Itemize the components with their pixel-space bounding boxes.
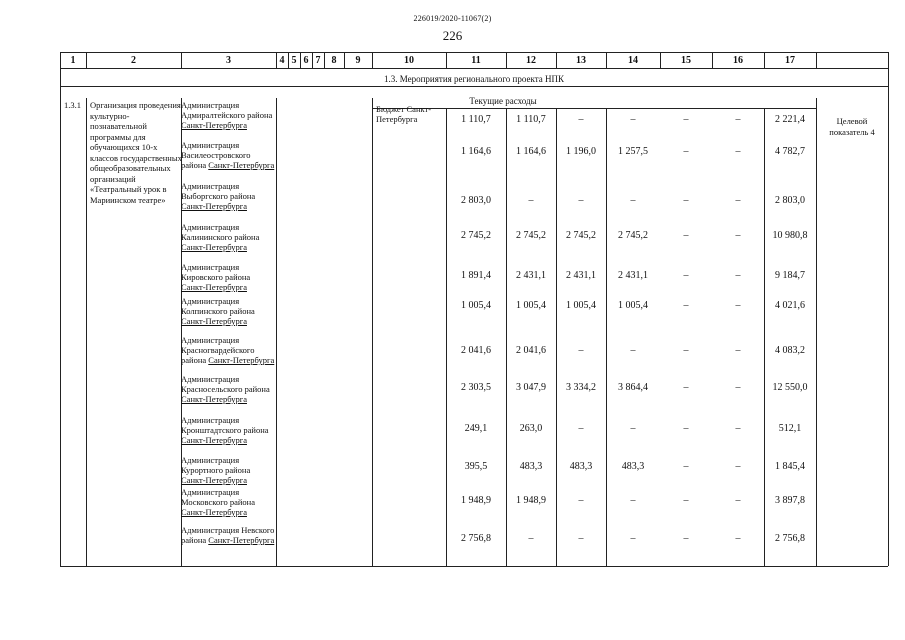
- column-header-17: 17: [785, 55, 795, 66]
- value-col-10: 2 041,6: [461, 345, 491, 356]
- value-col-16: 512,1: [778, 423, 802, 434]
- value-col-13: 483,3: [621, 461, 645, 472]
- budget-source: Бюджет Санкт-Петербурга: [376, 104, 432, 124]
- value-col-15: –: [735, 423, 741, 434]
- value-col-13: –: [630, 114, 636, 125]
- value-col-11: 1 948,9: [516, 495, 546, 506]
- district-admin-name: Администрация Калининского района: [181, 222, 260, 242]
- target-indicator: Целевой показатель 4: [829, 116, 875, 137]
- district-admin-city: Санкт-Петербурга: [208, 355, 275, 365]
- district-admin: [181, 487, 276, 517]
- value-col-12: 2 431,1: [566, 270, 596, 281]
- value-col-14: –: [683, 533, 689, 544]
- district-admin: [181, 100, 276, 130]
- value-col-15: –: [735, 345, 741, 356]
- value-col-11: 483,3: [519, 461, 543, 472]
- value-col-12: –: [578, 423, 584, 434]
- value-col-13: –: [630, 195, 636, 206]
- district-admin-city: Санкт-Петербурга: [181, 475, 247, 485]
- value-col-16: 1 845,4: [775, 461, 805, 472]
- value-col-11: –: [528, 533, 534, 544]
- value-col-15: –: [735, 300, 741, 311]
- district-admin-name: Администрация Адмиралтейского района: [181, 100, 273, 120]
- section-title: 1.3. Мероприятия регионального проекта НПК: [383, 74, 565, 84]
- value-col-10: 1 948,9: [461, 495, 491, 506]
- district-admin-city: Санкт-Петербурга: [181, 120, 247, 130]
- value-col-11: 3 047,9: [516, 382, 546, 393]
- activity-description: Организация проведения культурно-познавательной программы для обучающихся 10-х классов государственных общеобразовательных организаций «Театральный урок в Мариинском театре»: [90, 100, 182, 205]
- value-col-13: 1 257,5: [618, 146, 648, 157]
- district-admin-name: Администрация Выборгского района: [181, 181, 256, 201]
- value-col-16: 4 083,2: [775, 345, 805, 356]
- value-col-12: 3 334,2: [566, 382, 596, 393]
- district-admin-city: Санкт-Петербурга: [181, 394, 247, 404]
- value-col-14: –: [683, 300, 689, 311]
- value-col-14: –: [683, 495, 689, 506]
- value-col-16: 12 550,0: [772, 382, 808, 393]
- value-col-14: –: [683, 345, 689, 356]
- value-col-12: –: [578, 114, 584, 125]
- column-header-5: 5: [291, 55, 297, 66]
- value-col-16: 4 782,7: [775, 146, 805, 157]
- district-admin-name: Администрация Курортного района: [181, 455, 251, 475]
- value-col-10: 2 803,0: [461, 195, 491, 206]
- value-col-15: –: [735, 270, 741, 281]
- value-col-13: –: [630, 423, 636, 434]
- value-col-11: 2 745,2: [516, 230, 546, 241]
- value-col-16: 3 897,8: [775, 495, 805, 506]
- column-header-16: 16: [733, 55, 743, 66]
- value-col-12: –: [578, 345, 584, 356]
- value-col-12: 483,3: [569, 461, 593, 472]
- district-admin-city: Санкт-Петербурга: [208, 535, 275, 545]
- district-admin-city: Санкт-Петербурга: [181, 316, 247, 326]
- value-col-10: 2 745,2: [461, 230, 491, 241]
- district-admin-name: Администрация Кронштадтского района: [181, 415, 269, 435]
- column-header-1: 1: [70, 55, 76, 66]
- district-admin-name: Администрация Василеостровского района: [181, 140, 251, 170]
- district-admin: [181, 335, 276, 365]
- district-admin-city: Санкт-Петербурга: [208, 160, 275, 170]
- expense-type: Текущие расходы: [469, 96, 537, 106]
- column-header-13: 13: [576, 55, 586, 66]
- value-col-13: –: [630, 495, 636, 506]
- district-admin-city: Санкт-Петербурга: [181, 435, 247, 445]
- district-admin: [181, 296, 276, 326]
- value-col-15: –: [735, 461, 741, 472]
- value-col-14: –: [683, 195, 689, 206]
- column-header-7: 7: [315, 55, 321, 66]
- value-col-13: 3 864,4: [618, 382, 648, 393]
- district-admin-city: Санкт-Петербурга: [181, 242, 247, 252]
- value-col-11: –: [528, 195, 534, 206]
- value-col-15: –: [735, 230, 741, 241]
- value-col-15: –: [735, 114, 741, 125]
- value-col-11: 1 110,7: [516, 114, 546, 125]
- value-col-10: 249,1: [464, 423, 488, 434]
- value-col-15: –: [735, 195, 741, 206]
- district-admin-name: Администрация Московского района: [181, 487, 256, 507]
- value-col-10: 1 891,4: [461, 270, 491, 281]
- district-admin: [181, 455, 276, 485]
- value-col-11: 1 005,4: [516, 300, 546, 311]
- column-header-8: 8: [331, 55, 337, 66]
- value-col-10: 1 110,7: [461, 114, 491, 125]
- value-col-15: –: [735, 533, 741, 544]
- district-admin-name: Администрация Невского района: [181, 525, 275, 545]
- district-admin-name: Администрация Кировского района: [181, 262, 251, 282]
- value-col-14: –: [683, 230, 689, 241]
- value-col-15: –: [735, 382, 741, 393]
- value-col-12: –: [578, 533, 584, 544]
- column-header-6: 6: [303, 55, 309, 66]
- column-header-12: 12: [526, 55, 536, 66]
- district-admin: [181, 140, 276, 170]
- value-col-14: –: [683, 114, 689, 125]
- column-header-11: 11: [471, 55, 481, 66]
- value-col-13: 1 005,4: [618, 300, 648, 311]
- page-number: 226: [442, 28, 463, 43]
- district-admin-name: Администрация Красногвардейского района: [181, 335, 255, 365]
- value-col-11: 2 041,6: [516, 345, 546, 356]
- value-col-13: 2 431,1: [618, 270, 648, 281]
- value-col-14: –: [683, 461, 689, 472]
- value-col-13: 2 745,2: [618, 230, 648, 241]
- value-col-11: 2 431,1: [516, 270, 546, 281]
- value-col-16: 10 980,8: [772, 230, 808, 241]
- value-col-14: –: [683, 270, 689, 281]
- value-col-12: –: [578, 195, 584, 206]
- district-admin: [181, 525, 276, 545]
- value-col-11: 1 164,6: [516, 146, 546, 157]
- value-col-11: 263,0: [519, 423, 543, 434]
- district-admin-name: Администрация Колпинского района: [181, 296, 255, 316]
- value-col-12: 2 745,2: [566, 230, 596, 241]
- value-col-10: 2 303,5: [461, 382, 491, 393]
- value-col-16: 2 221,4: [775, 114, 805, 125]
- district-admin-city: Санкт-Петербурга: [181, 507, 247, 517]
- district-admin: [181, 181, 276, 211]
- document-number: 226019/2020-11067(2): [413, 14, 492, 23]
- column-header-15: 15: [681, 55, 691, 66]
- value-col-12: 1 196,0: [566, 146, 596, 157]
- value-col-10: 395,5: [464, 461, 488, 472]
- column-header-14: 14: [628, 55, 638, 66]
- column-header-4: 4: [279, 55, 285, 66]
- column-header-3: 3: [226, 55, 231, 66]
- value-col-13: –: [630, 533, 636, 544]
- value-col-13: –: [630, 345, 636, 356]
- value-col-16: 2 756,8: [775, 533, 805, 544]
- column-header-9: 9: [355, 55, 361, 66]
- district-admin-name: Администрация Красносельского района: [181, 374, 270, 394]
- district-admin: [181, 415, 276, 445]
- column-header-10: 10: [404, 55, 414, 66]
- column-header-2: 2: [131, 55, 136, 66]
- district-admin: [181, 222, 276, 252]
- value-col-15: –: [735, 495, 741, 506]
- district-admin-city: Санкт-Петербурга: [181, 201, 247, 211]
- value-col-16: 4 021,6: [775, 300, 805, 311]
- value-col-10: 1 164,6: [461, 146, 491, 157]
- value-col-16: 9 184,7: [775, 270, 805, 281]
- row-number: 1.3.1: [64, 100, 81, 110]
- district-admin: [181, 374, 276, 404]
- value-col-12: 1 005,4: [566, 300, 596, 311]
- value-col-16: 2 803,0: [775, 195, 805, 206]
- value-col-10: 2 756,8: [461, 533, 491, 544]
- value-col-12: –: [578, 495, 584, 506]
- value-col-15: –: [735, 146, 741, 157]
- district-admin: [181, 262, 276, 292]
- district-admin-city: Санкт-Петербурга: [181, 282, 247, 292]
- value-col-14: –: [683, 146, 689, 157]
- value-col-14: –: [683, 423, 689, 434]
- value-col-14: –: [683, 382, 689, 393]
- value-col-10: 1 005,4: [461, 300, 491, 311]
